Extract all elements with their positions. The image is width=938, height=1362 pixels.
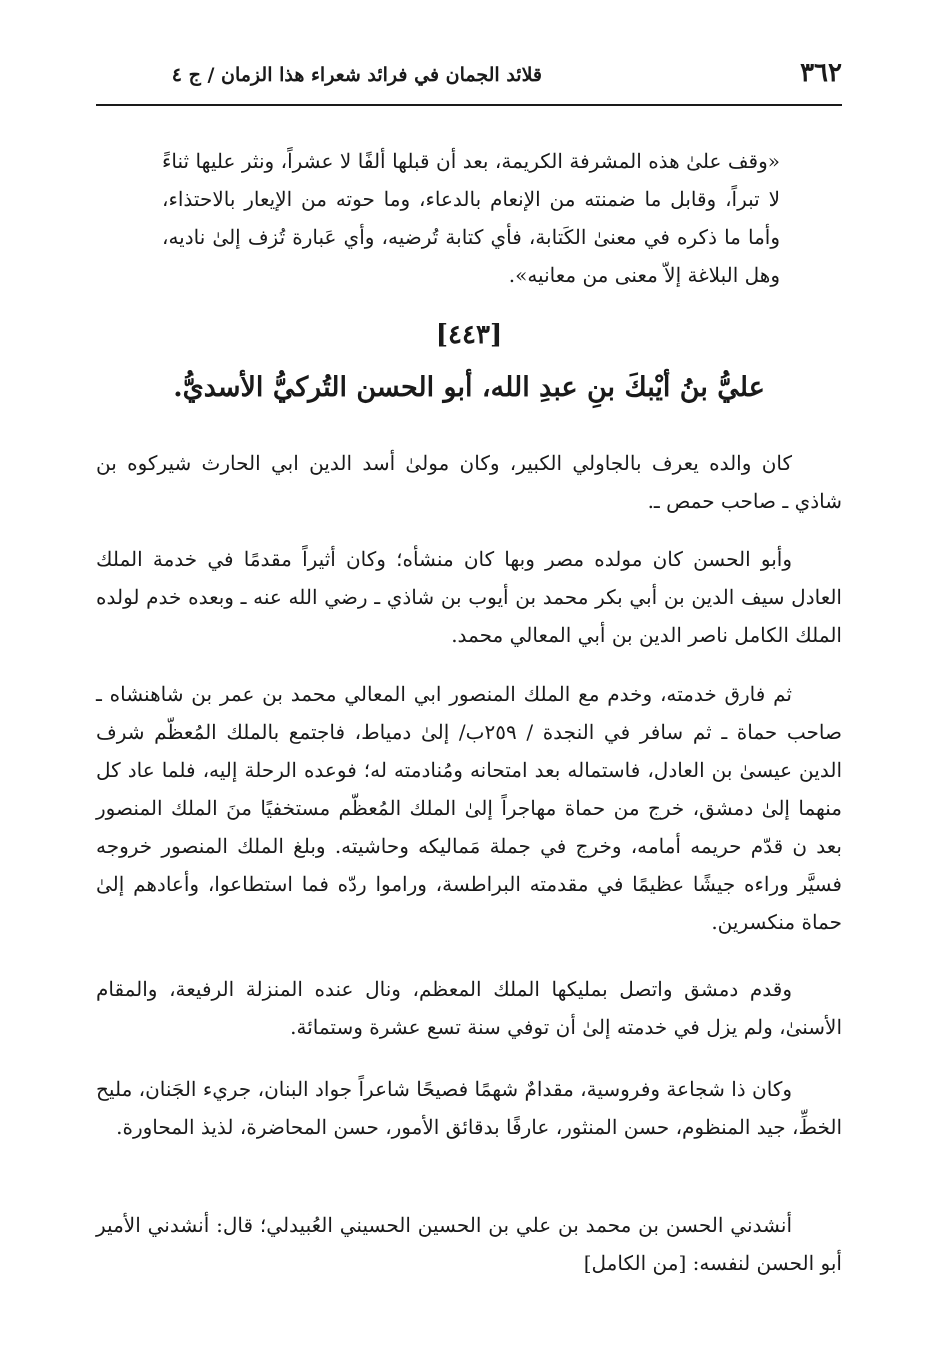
paragraph-birth: وأبو الحسن كان مولده مصر وبها كان منشأه؛ وكان أثيراً مقدمًا في خدمة الملك العادل سيف الدين بن أبي بكر محمد بن أيوب بن شاذي ـ رضي الله عنه ـ وبعده خدم لولده الملك الكامل ناصر الدين بن أبي المعالي محمد. <box>96 547 842 647</box>
paragraph-father: كان والده يعرف بالجاولي الكبير، وكان مولىٰ أسد الدين ابي الحارث شيركوه بن شاذي ـ صاحب حمص ـ. <box>96 451 842 513</box>
quoted-letter: «وقف علىٰ هذه المشرفة الكريمة، بعد أن قبلها ألفًا لا عشراً، ونثر عليها ثناءً لا تبراً، وقابل ما ضمنته من الإنعام بالدعاء، وما حوته من الإيعار بالاحتذاء، وأما ما ذكره في معنىٰ الكَتابة، فأي كتابة تُرضيه، وأي عَبارة تُزف إلىٰ ناديه، وهل البلاغة إلاّ معنى من معانيه». <box>162 149 780 287</box>
running-title: قلائد الجمان في فرائد شعراء هذا الزمان / ج ٤ <box>171 64 542 86</box>
paragraph-recitation: أنشدني الحسن بن محمد بن علي بن الحسين الحسيني العُبيدلي؛ قال: أنشدني الأمير أبو الحسن لنفسه: [من الكامل] <box>96 1213 842 1275</box>
paragraph-damascus: وقدم دمشق واتصل بمليكها الملك المعظم، ونال عنده المنزلة الرفيعة، والمقام الأسنىٰ، ولم يزل في خدمته إلىٰ أن توفي سنة تسع عشرة وستمائة. <box>96 977 842 1039</box>
entry-title: عليُّ بنُ أيْبكَ بنِ عبدِ الله، أبو الحسن التُركيُّ الأسديُّ. <box>173 372 765 403</box>
page-number: ٣٦٢ <box>800 58 842 88</box>
page-header <box>96 54 842 106</box>
paragraph-service: ثم فارق خدمته، وخدم مع الملك المنصور ابي المعالي محمد بن عمر بن شاهنشاه ـ صاحب حماة ـ ثم سافر في النجدة / ٢٥٩ب/ إلىٰ دمياط، فاجتمع بالملك المُعظّم شرف الدين عيسىٰ بن العادل، فاستماله بعد امتحانه ومُنادمته له؛ فوعده الرحلة إليه، فلما عاد كل منهما إلىٰ دمشق، خرج من حماة مهاجراً إلىٰ الملك المُعظّم مستخفيًا منَ الملك المنصور بعد ن قدّم حريمه أمامه، وخرج في جملة مَماليكه وحاشيته. وبلغ الملك المنصور خروجه فسيَّر وراءه جيشًا عظيمًا في مقدمته البراطسة، وراموا ردّه فما استطاعوا، وأعادهم إلىٰ حماة منكسرين. <box>96 682 842 934</box>
paragraph-character: وكان ذا شجاعة وفروسية، مقدامٌ شهمًا فصيحًا شاعراً جواد البنان، جريء الجَنان، مليح الخطِّ، جيد المنظوم، حسن المنثور، عارفًا بدقائق الأمور، حسن المحاضرة، لذيذ المحاورة. <box>96 1077 842 1139</box>
entry-number: [٤٤٣] <box>435 320 503 350</box>
